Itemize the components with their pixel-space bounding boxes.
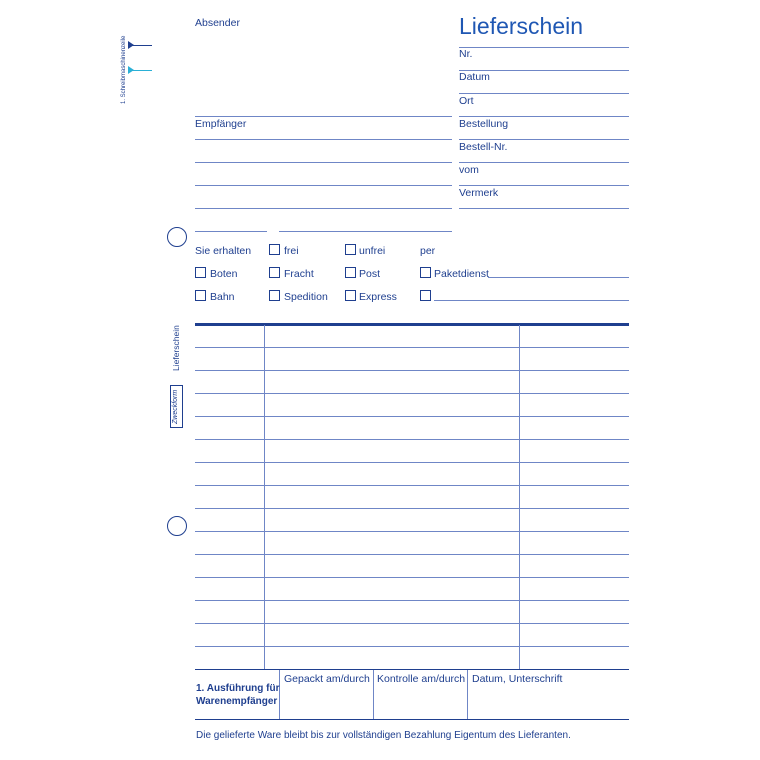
table-row-line[interactable] bbox=[195, 508, 629, 509]
table-bottom-rule bbox=[195, 669, 629, 670]
field-bestellung-label: Bestellung bbox=[459, 118, 509, 130]
checked-label: Kontrolle am/durch bbox=[377, 673, 466, 685]
guide-arrow-2-head bbox=[128, 66, 134, 74]
absender-label: Absender bbox=[195, 17, 240, 29]
footer-divider-3 bbox=[467, 670, 468, 719]
option-paketdienst-label: Paketdienst bbox=[434, 268, 489, 280]
address-line[interactable] bbox=[195, 185, 452, 186]
table-row-line[interactable] bbox=[195, 393, 629, 394]
table-row-line[interactable] bbox=[195, 439, 629, 440]
field-ort-line[interactable] bbox=[459, 116, 629, 117]
field-bestell-nr-label: Bestell-Nr. bbox=[459, 141, 508, 153]
ownership-notice: Die gelieferte Ware bleibt bis zur vollständigen Bezahlung Eigentum des Lieferanten. bbox=[196, 730, 571, 741]
checkbox-spedition[interactable] bbox=[269, 290, 280, 301]
option-post-label: Post bbox=[359, 268, 381, 280]
table-col-divider-2 bbox=[519, 325, 520, 669]
table-row-line[interactable] bbox=[195, 623, 629, 624]
paketdienst-line[interactable] bbox=[488, 277, 629, 278]
field-vom-line[interactable] bbox=[459, 185, 629, 186]
field-vermerk-label: Vermerk bbox=[459, 187, 499, 199]
checkbox-paketdienst[interactable] bbox=[420, 267, 431, 278]
address-line[interactable] bbox=[195, 116, 452, 117]
sie-erhalten-label: Sie erhalten bbox=[195, 245, 252, 257]
table-row-line[interactable] bbox=[195, 646, 629, 647]
option-bahn-label: Bahn bbox=[210, 291, 235, 303]
empfaenger-label: Empfänger bbox=[195, 118, 247, 130]
page-title: Lieferschein bbox=[459, 13, 584, 39]
packed-label: Gepackt am/durch bbox=[284, 673, 370, 685]
footer-divider-2 bbox=[373, 670, 374, 719]
address-line[interactable] bbox=[195, 208, 452, 209]
field-ort-label: Ort bbox=[459, 95, 474, 107]
table-row-line[interactable] bbox=[195, 577, 629, 578]
side-label: Lieferschein bbox=[171, 325, 181, 371]
table-row-line[interactable] bbox=[195, 600, 629, 601]
checkbox-other[interactable] bbox=[420, 290, 431, 301]
copy-line-1: 1. Ausführung für bbox=[196, 683, 280, 694]
brand-text: Zweckform bbox=[172, 389, 179, 424]
table-row-line[interactable] bbox=[195, 416, 629, 417]
table-col-divider-1 bbox=[264, 325, 265, 669]
checkbox-bahn[interactable] bbox=[195, 290, 206, 301]
field-vom-label: vom bbox=[459, 164, 479, 176]
title-rule bbox=[459, 47, 629, 48]
other-shipping-line[interactable] bbox=[434, 300, 629, 301]
checkbox-unfrei[interactable] bbox=[345, 244, 356, 255]
field-bestell-nr-line[interactable] bbox=[459, 162, 629, 163]
guide-arrow-1-head bbox=[128, 41, 134, 49]
address-line-short[interactable] bbox=[195, 231, 267, 232]
address-line[interactable] bbox=[195, 139, 452, 140]
table-row-line[interactable] bbox=[195, 462, 629, 463]
checkbox-boten[interactable] bbox=[195, 267, 206, 278]
field-nr-label: Nr. bbox=[459, 48, 473, 60]
table-row-line[interactable] bbox=[195, 485, 629, 486]
field-datum-label: Datum bbox=[459, 71, 490, 83]
table-row-line[interactable] bbox=[195, 531, 629, 532]
address-line-short[interactable] bbox=[279, 231, 452, 232]
checkbox-frei[interactable] bbox=[269, 244, 280, 255]
option-fracht-label: Fracht bbox=[284, 268, 314, 280]
table-row-line[interactable] bbox=[195, 370, 629, 371]
address-line[interactable] bbox=[195, 162, 452, 163]
checkbox-post[interactable] bbox=[345, 267, 356, 278]
checkbox-express[interactable] bbox=[345, 290, 356, 301]
option-spedition-label: Spedition bbox=[284, 291, 328, 303]
checkbox-fracht[interactable] bbox=[269, 267, 280, 278]
table-row-line[interactable] bbox=[195, 347, 629, 348]
option-express-label: Express bbox=[359, 291, 397, 303]
guide-text: 1. Schreibmaschinenzeile bbox=[121, 35, 127, 104]
punch-hole-bottom bbox=[167, 516, 187, 536]
punch-hole-top bbox=[167, 227, 187, 247]
signature-label: Datum, Unterschrift bbox=[472, 673, 563, 685]
per-label: per bbox=[420, 245, 436, 257]
field-bestellung-line[interactable] bbox=[459, 139, 629, 140]
copy-line-2: Warenempfänger bbox=[196, 696, 278, 707]
footer-bottom-rule bbox=[195, 719, 629, 720]
field-vermerk-line[interactable] bbox=[459, 208, 629, 209]
option-unfrei-label: unfrei bbox=[359, 245, 386, 257]
table-row-line[interactable] bbox=[195, 554, 629, 555]
option-boten-label: Boten bbox=[210, 268, 238, 280]
table-top-rule bbox=[195, 323, 629, 326]
option-frei-label: frei bbox=[284, 245, 299, 257]
field-datum-line[interactable] bbox=[459, 93, 629, 94]
